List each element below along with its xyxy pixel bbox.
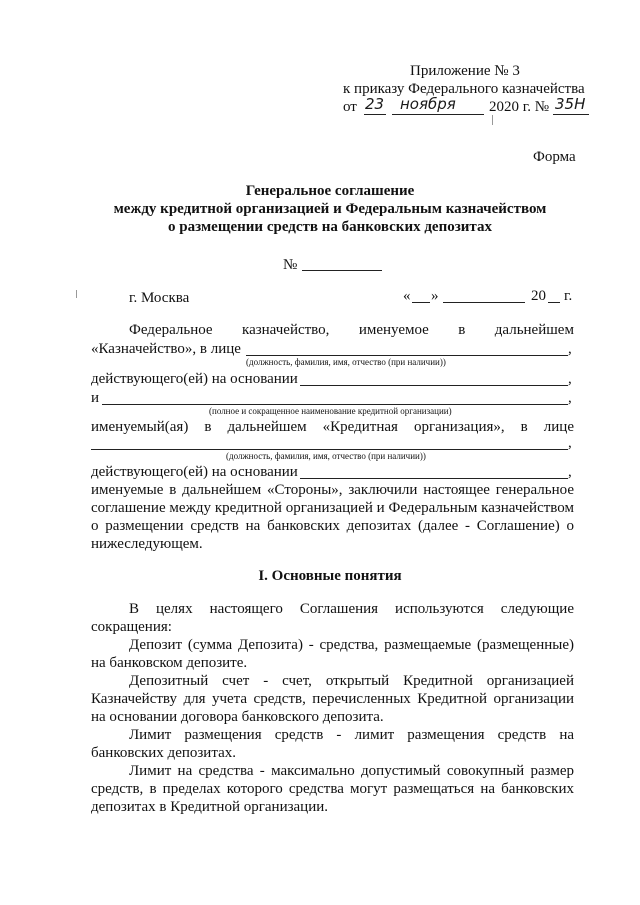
month-underline [392,114,484,115]
definition-placement-limit-line-1: Лимит размещения средств - лимит размещения средств на [129,727,574,743]
day-underline [364,114,386,115]
handwritten-order-number: 35Н [555,95,586,113]
date-open-quote: « [403,288,411,304]
preamble-para-line-4: нижеследующем. [91,536,203,552]
preamble-word: «Кредитная [322,419,398,435]
definition-deposit-line-2: на банковском депозите. [91,655,248,671]
intro-word: В [129,601,140,617]
preamble-word: в [458,322,466,338]
preamble-word: дальнейшем [494,322,574,338]
credit-org-basis-field [300,478,568,479]
handwritten-month: ноября [400,95,456,113]
treasury-basis-field [300,385,568,386]
title-line-1: Генеральное соглашение [245,183,415,199]
definition-funds-limit-line-2: средств, в пределах которого средства могут размещаться на банковских [91,781,574,797]
definition-deposit-account-line-3: на основании договора банковского депозита. [91,709,384,725]
intro-word: следующие [500,601,574,617]
title-line-2: между кредитной организацией и Федеральным казначейством [113,201,547,217]
preamble-word: именуемый(ая) [91,419,189,435]
order-year-number-label: 2020 г. № [489,99,550,115]
preamble-para-line-3: о размещении средств на банковских депозитах (далее - Соглашение) о [91,518,574,534]
intro-word: используются [395,601,484,617]
comma: , [568,341,572,357]
handwritten-day: 23 [365,95,385,113]
preamble-para-line-2: соглашение между кредитной организацией и Федеральным казначейством [91,500,574,516]
intro-word: целях [156,601,193,617]
definition-funds-limit-line-1: Лимит на средства - максимально допустимый совокупный размер [129,763,574,779]
date-day-field [412,302,430,303]
hint-position-name-2: (должность, фамилия, имя, отчество (при наличии)) [226,451,426,461]
date-month-field [443,302,525,303]
intro-word: настоящего [209,601,283,617]
definition-placement-limit-line-2: банковских депозитах. [91,745,236,761]
date-year-suffix: г. [564,288,573,304]
preamble-word: в [520,419,528,435]
preamble-line-5 [91,418,574,436]
definition-funds-limit-line-3: депозитах в Кредитной организации. [91,799,329,815]
and-label: и [91,390,100,406]
order-number-underline [553,114,589,115]
section-intro-end: сокращения: [91,619,172,635]
date-close-quote: » [431,288,439,304]
order-date-prefix: от [343,99,357,115]
agreement-number-field [302,270,382,271]
definition-deposit-line-1: Депозит (сумма Депозита) - средства, размещаемые (размещенные) [129,637,574,653]
preamble-para-line-1: именуемые в дальнейшем «Стороны», заключили настоящее генеральное [91,482,574,498]
order-reference: к приказу Федерального казначейства [343,81,585,97]
preamble-word: Федеральное [129,322,213,338]
preamble-word: лице [543,419,574,435]
comma: , [568,390,572,406]
appendix-label: Приложение № 3 [410,63,520,79]
section-heading: I. Основные понятия [258,568,402,584]
preamble-line-1 [129,321,574,339]
comma: , [568,435,572,451]
preamble-word: в [204,419,212,435]
agreement-number-label: № [283,257,298,273]
preamble-treasury-label: «Казначейство», в лице [91,341,241,357]
definition-deposit-account-line-1: Депозитный счет - счет, открытый Кредитной организацией [129,673,574,689]
treasury-basis-label: действующего(ей) на основании [91,371,298,387]
scan-mark [76,290,77,298]
preamble-word: именуемое [358,322,429,338]
comma: , [568,464,572,480]
comma: , [568,371,572,387]
title-line-3: о размещении средств на банковских депозитах [168,219,492,235]
intro-word: Соглашения [299,601,379,617]
preamble-word: казначейство, [242,322,330,338]
date-year-prefix: 20 [531,288,546,304]
preamble-word: дальнейшем [227,419,307,435]
form-label: Форма [533,149,576,165]
credit-org-basis-label: действующего(ей) на основании [91,464,298,480]
credit-org-name-field [102,404,568,405]
treasury-representative-field [246,355,568,356]
section-intro-line [129,600,574,618]
credit-org-representative-field [91,449,568,450]
hint-credit-org-name: (полное и сокращенное наименование кредитной организации) [209,406,452,416]
hint-position-name-1: (должность, фамилия, имя, отчество (при наличии)) [246,357,446,367]
city-label: г. Москва [129,290,190,306]
scan-mark [492,115,493,125]
preamble-word: организация», [413,419,505,435]
definition-deposit-account-line-2: Казначейству для учета средств, перечисленных Кредитной организации [91,691,574,707]
date-year-field [548,302,560,303]
